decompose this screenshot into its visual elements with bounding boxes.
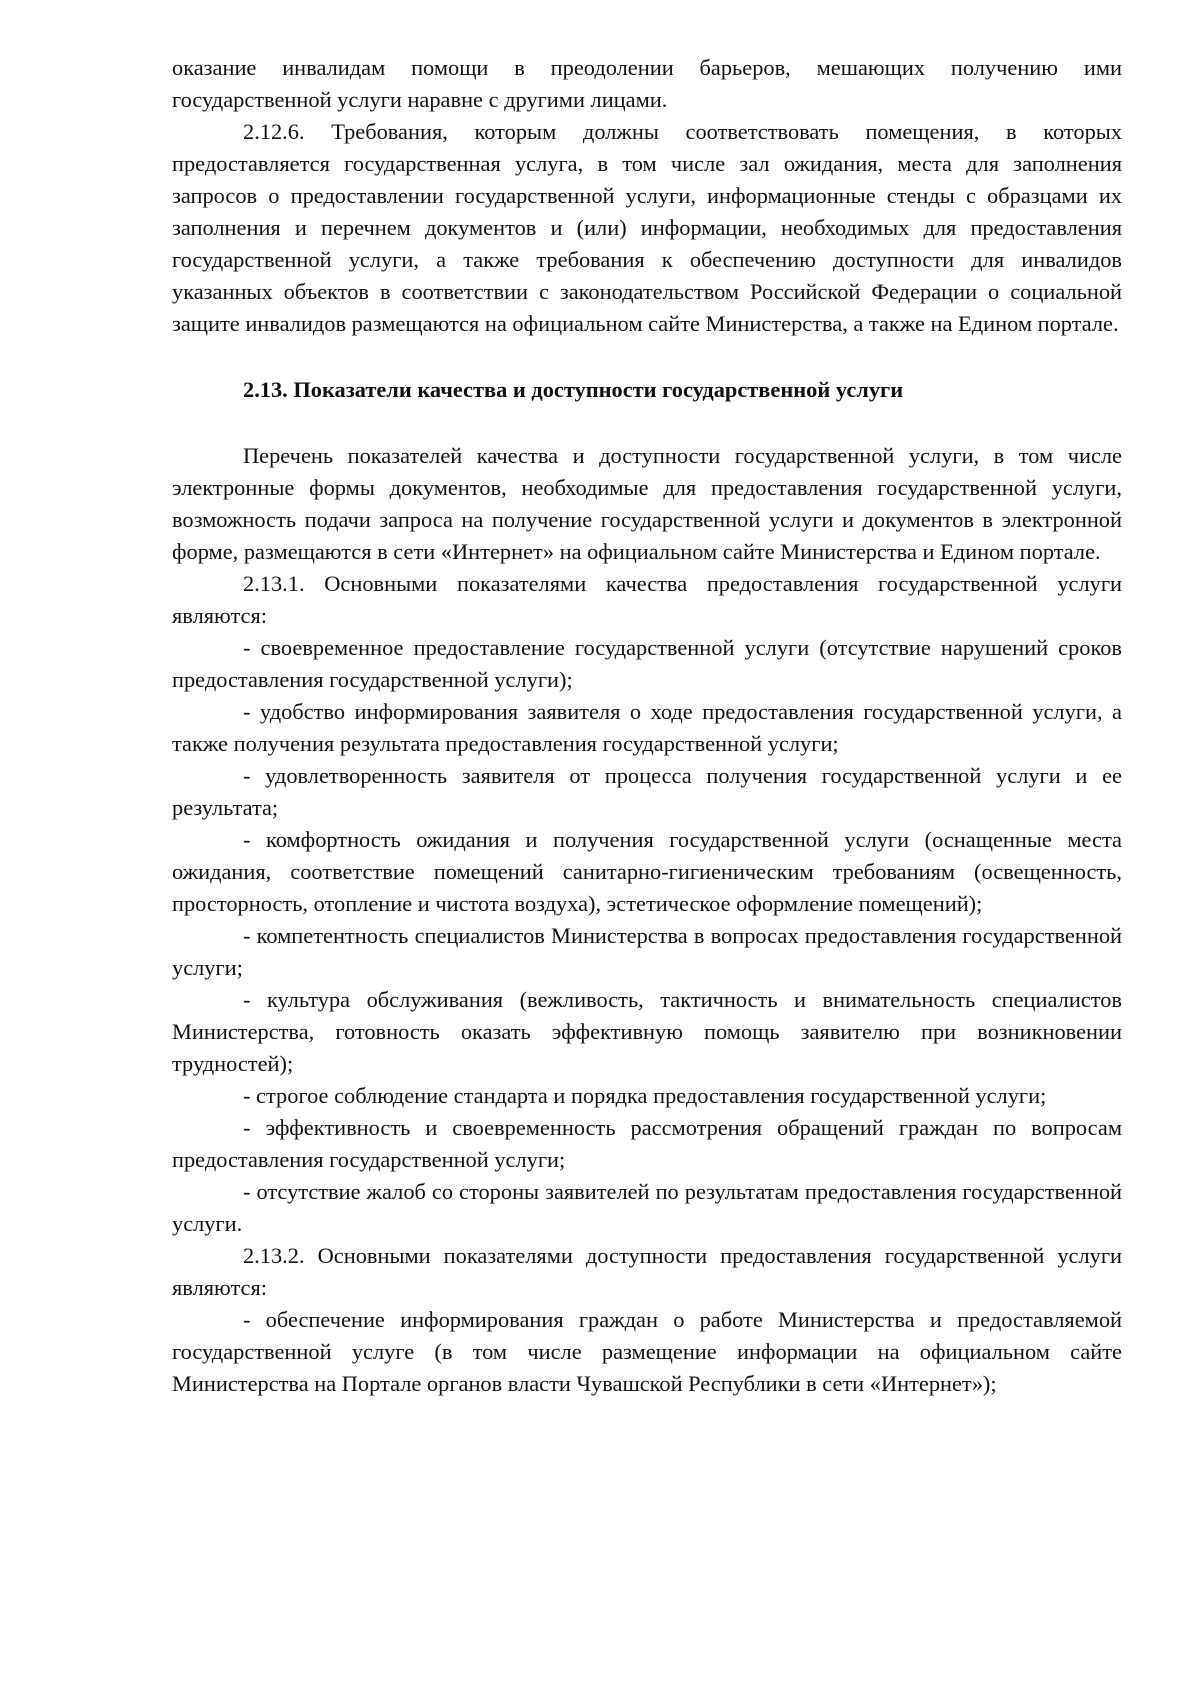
quality-item: - отсутствие жалоб со стороны заявителей по результатам предоставления государственной услуги. xyxy=(172,1179,1122,1236)
quality-item: - культура обслуживания (вежливость, тактичность и внимательность специалистов Министерства, готовность оказать эффективную помощь заявителю при возникновении трудностей); xyxy=(172,987,1122,1076)
quality-item: - компетентность специалистов Министерства в вопросах предоставления государственной услуги; xyxy=(172,923,1122,980)
paragraph-continuation: оказание инвалидам помощи в преодолении барьеров, мешающих получению ими государственной услуги наравне с другими лицами. xyxy=(172,55,1122,112)
quality-item: - эффективность и своевременность рассмотрения обращений граждан по вопросам предоставления государственной услуги; xyxy=(172,1115,1122,1172)
quality-item: - комфортность ожидания и получения государственной услуги (оснащенные места ожидания, соответствие помещений санитарно-гигиеническим требованиям (освещенность, просторность, отопление и чистота воздуха), эстетическое оформление помещений); xyxy=(172,827,1122,916)
section-heading-2-13: 2.13. Показатели качества и доступности государственной услуги xyxy=(243,377,904,402)
paragraph-2-12-6: 2.12.6. Требования, которым должны соответствовать помещения, в которых предоставляется государственная услуга, в том числе зал ожидания, места для заполнения запросов о предоставлении государственной услуги, информационные стенды с образцами их заполнения и перечнем документов и (или) информации, необходимых для предоставления государственной услуги, а также требования к обеспечению доступности для инвалидов указанных объектов в соответствии с законодательством Российской Федерации о социальной защите инвалидов размещаются на официальном сайте Министерства, а также на Едином портале. xyxy=(172,119,1122,336)
document-page xyxy=(172,52,1122,1400)
quality-item: - своевременное предоставление государственной услуги (отсутствие нарушений сроков предоставления государственной услуги); xyxy=(172,635,1122,692)
access-item: - обеспечение информирования граждан о работе Министерства и предоставляемой государственной услуге (в том числе размещение информации на официальном сайте Министерства на Портале органов власти Чувашской Республики в сети «Интернет»); xyxy=(172,1307,1122,1396)
quality-item: - удовлетворенность заявителя от процесса получения государственной услуги и ее результата; xyxy=(172,763,1122,820)
paragraph-2-13-1: 2.13.1. Основными показателями качества предоставления государственной услуги являются: xyxy=(172,571,1122,628)
quality-item: - удобство информирования заявителя о ходе предоставления государственной услуги, а также получения результата предоставления государственной услуги; xyxy=(172,699,1122,756)
quality-item: - строгое соблюдение стандарта и порядка предоставления государственной услуги; xyxy=(243,1083,1047,1108)
paragraph-intro: Перечень показателей качества и доступности государственной услуги, в том числе электронные формы документов, необходимые для предоставления государственной услуги, возможность подачи запроса на получение государственной услуги и документов в электронной форме, размещаются в сети «Интернет» на официальном сайте Министерства и Едином портале. xyxy=(172,443,1122,564)
paragraph-2-13-2: 2.13.2. Основными показателями доступности предоставления государственной услуги являются: xyxy=(172,1243,1122,1300)
